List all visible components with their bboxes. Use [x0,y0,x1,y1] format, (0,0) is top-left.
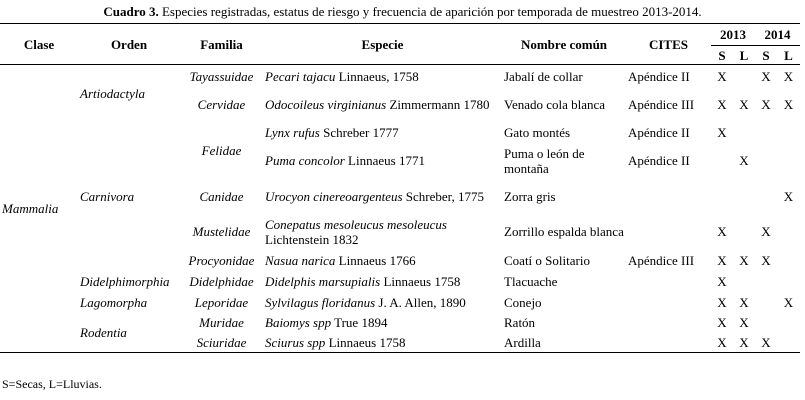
header-year-2013: 2013 [711,24,755,46]
mark-l-2013 [733,215,755,249]
header-year-2014: 2014 [755,24,800,46]
species-author: Linnaeus 1771 [344,153,425,168]
mark-s-2013 [711,143,733,179]
species-cell [263,292,502,313]
table-row [0,313,800,333]
common-name: Conejo [504,294,542,310]
header-l-2014: L [777,46,800,65]
species-name: Puma concolor [265,153,345,168]
header-orden: Orden [78,24,180,65]
mark-l-2014 [777,333,800,353]
mark-s-2013: X [717,224,727,239]
mark-l-2014: X [783,97,794,112]
mark-l-2014 [777,272,800,292]
table-row [0,292,800,313]
header-clase: Clase [0,24,78,65]
mark-l-2014 [777,215,800,249]
mark-l-2014 [777,249,800,272]
cites-status: Apéndice II [628,124,690,140]
mark-s-2014 [755,122,777,143]
mark-l-2013: X [733,333,755,353]
common-name: Ratón [504,315,536,330]
common-name: Tlacuache [504,274,558,289]
header-especie: Especie [263,24,502,65]
caption-label: Cuadro 3. [103,4,159,19]
mark-l-2013: X [739,294,749,310]
common-name: Puma o león de montaña [504,145,585,176]
mark-s-2014: X [761,252,771,268]
cites-status [626,313,711,333]
mark-s-2013: X [717,97,727,112]
clase-cell: Mammalia [0,65,78,353]
orden-rodentia: Rodentia [78,313,180,353]
orden-lagomorpha: Lagomorpha [80,294,148,310]
species-name: Baiomys spp [265,315,332,330]
cites-status [626,215,711,249]
species-cell [263,143,502,179]
cites-status [626,292,711,313]
familia-procyonidae: Procyonidae [188,252,255,268]
cites-status: Apéndice III [628,97,695,112]
mark-s-2013: X [717,274,727,289]
species-cell [263,249,502,272]
common-name: Ardilla [502,333,626,353]
header-nombre-comun: Nombre común [502,24,626,65]
cites-status: Apéndice II [628,68,690,84]
header-s-2013: S [711,46,733,65]
species-name: Sciurus spp [265,334,326,350]
mark-l-2013 [733,272,755,292]
species-name: Nasua narica [265,252,336,268]
species-cell [263,122,502,143]
species-author: Schreber 1777 [319,124,399,140]
mark-s-2013: X [711,333,733,353]
table-footnote: S=Secas, L=Lluvias. [2,377,102,391]
familia-canidae: Canidae [199,189,244,204]
species-cell [263,65,502,88]
species-name: Didelphis marsupialis [265,274,381,289]
header-l-2013: L [733,46,755,65]
mark-l-2013: X [739,153,749,168]
common-name: Venado cola blanca [504,97,606,112]
table-caption [0,4,805,20]
familia-leporidae: Leporidae [194,294,249,310]
mark-s-2014: X [761,97,771,112]
species-cell [263,272,502,292]
mark-s-2013: X [717,68,727,84]
header-familia: Familia [180,24,263,65]
familia-felidae: Felidae [201,142,242,158]
mark-l-2013 [733,65,755,88]
species-cell [263,215,502,249]
orden-artiodactyla: Artiodactyla [80,85,145,101]
mark-l-2013: X [739,315,749,330]
mark-l-2013: X [739,252,749,268]
mark-l-2013: X [739,97,749,112]
common-name: Zorrillo espalda blanca [504,224,624,239]
mark-s-2014: X [761,68,771,84]
species-author: Linnaeus 1758 [380,274,461,289]
familia-tayassuidae: Tayassuidae [189,68,254,84]
species-name: Urocyon cinereoargenteus [265,189,403,204]
cites-status [626,333,711,353]
species-cell [263,313,502,333]
mark-s-2013: X [717,315,727,330]
species-name: Sylvilagus floridanus [265,294,376,310]
mark-s-2013: X [717,294,727,310]
orden-didelphimorphia: Didelphimorphia [80,274,170,289]
species-name: Conepatus mesoleucus mesoleucus [265,216,447,232]
familia-cervidae: Cervidae [197,97,246,112]
mark-s-2014 [755,292,777,313]
mark-s-2014 [755,313,777,333]
common-name: Zorra gris [504,189,556,204]
cites-status [626,272,711,292]
familia-mustelidae: Mustelidae [192,224,251,239]
familia-sciuridae: Sciuridae [180,333,263,353]
species-author: Linnaeus 1766 [335,252,416,268]
species-cell [263,179,502,215]
table-row [0,122,800,143]
header-s-2014: S [755,46,777,65]
cites-status [626,179,711,215]
common-name: Jabalí de collar [504,68,583,84]
species-name: Lynx rufus [265,124,320,140]
species-name: Odocoileus virginianus [265,97,387,112]
common-name: Coatí o Solitario [504,252,590,268]
species-author: Linnaeus, 1758 [335,68,419,84]
species-cell [263,333,502,353]
mark-s-2014 [755,272,777,292]
mark-s-2014 [755,143,777,179]
mark-l-2014 [777,143,800,179]
mark-s-2014 [755,179,777,215]
mark-l-2014: X [783,189,794,204]
mark-s-2014: X [755,333,777,353]
mark-s-2014: X [761,224,771,239]
species-author: J. A. Allen, 1890 [375,294,466,310]
mark-l-2013 [733,179,755,215]
species-cell [263,88,502,122]
mark-s-2013: X [717,252,727,268]
cites-status: Apéndice II [628,153,690,168]
species-author: True 1894 [331,315,388,330]
orden-carnivora: Carnivora [80,189,135,204]
species-author: Schreber, 1775 [402,189,484,204]
mark-l-2014: X [783,68,794,84]
species-table [0,23,800,353]
familia-muridae: Muridae [199,315,244,330]
species-author: Linnaeus 1758 [325,334,406,350]
species-author: Lichtenstein 1832 [265,231,359,247]
species-author: Zimmermann 1780 [386,97,490,112]
mark-l-2014 [777,122,800,143]
mark-l-2013 [733,122,755,143]
table-row [0,272,800,292]
header-cites: CITES [626,24,711,65]
caption-text: Especies registradas, estatus de riesgo y frecuencia de aparición por temporada de muestreo 2013-2014. [158,4,702,19]
common-name: Gato montés [504,124,571,140]
mark-l-2014: X [783,294,794,310]
cites-status: Apéndice III [628,252,695,268]
table-row [0,65,800,88]
species-name: Pecari tajacu [265,68,336,84]
mark-s-2013: X [717,124,727,140]
familia-didelphidae: Didelphidae [189,274,254,289]
mark-s-2013 [711,179,733,215]
mark-l-2014 [777,313,800,333]
